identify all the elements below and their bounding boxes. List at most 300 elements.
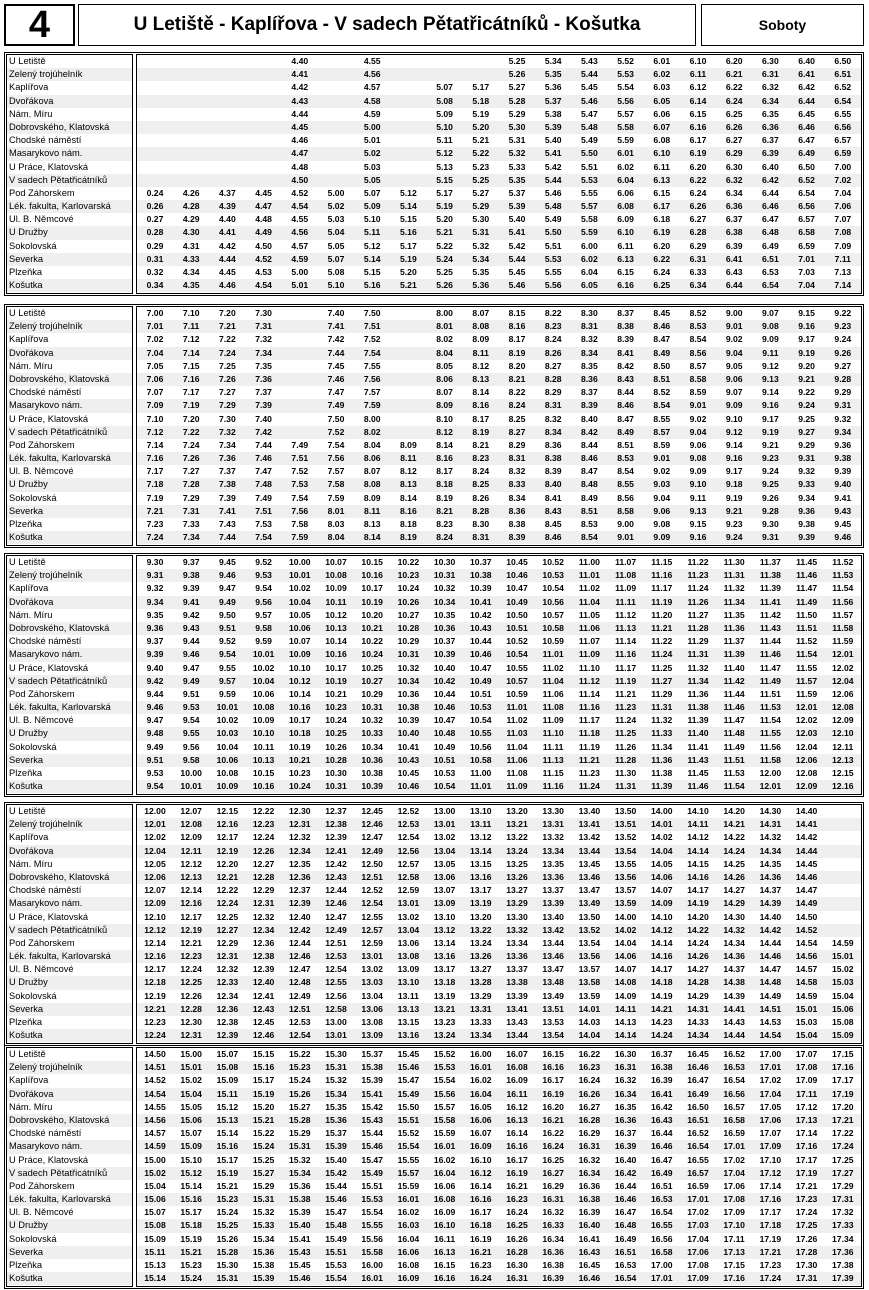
departure-time: 10.56 [542, 596, 564, 607]
departure-time: 8.31 [472, 532, 490, 543]
departure-time: 8.47 [581, 466, 598, 477]
departure-time: 13.17 [433, 964, 456, 975]
departure-time: 8.06 [363, 453, 381, 464]
departure-time: 11.15 [542, 768, 564, 778]
departure-time: 14.17 [687, 885, 709, 896]
departure-time: 15.41 [289, 1233, 311, 1244]
table-row [137, 1074, 861, 1087]
departure-time: 12.03 [795, 728, 818, 739]
departure-time: 16.16 [506, 1141, 528, 1152]
departure-time: 7.37 [255, 387, 272, 398]
departure-time: 16.16 [542, 1062, 564, 1073]
departure-time: 8.52 [653, 387, 671, 398]
departure-time: 13.11 [470, 819, 492, 830]
departure-time: 5.22 [436, 240, 453, 251]
departure-time: 10.39 [361, 781, 383, 792]
departure-time: 16.03 [397, 1220, 420, 1231]
departure-time: 17.00 [651, 1260, 673, 1270]
departure-time: 10.52 [506, 636, 528, 647]
departure-time: 12.04 [144, 845, 166, 856]
departure-time: 9.54 [182, 715, 200, 726]
departure-time: 4.46 [219, 280, 236, 291]
departure-time: 11.11 [615, 596, 636, 607]
departure-time: 15.09 [832, 1030, 854, 1041]
departure-time: 15.16 [180, 1194, 202, 1205]
departure-time: 9.19 [725, 492, 743, 503]
departure-time: 14.24 [651, 1030, 673, 1041]
departure-time: 13.01 [361, 951, 383, 962]
departure-time: 7.17 [182, 387, 200, 398]
departure-time: 7.34 [219, 439, 236, 450]
departure-time: 8.51 [581, 505, 598, 516]
departure-time: 5.49 [544, 214, 562, 225]
departure-time: 8.29 [544, 387, 562, 398]
departure-time: 13.36 [506, 951, 528, 962]
departure-time: 4.41 [291, 69, 309, 80]
departure-time: 17.18 [759, 1220, 782, 1231]
departure-time: 7.22 [182, 426, 200, 437]
departure-time: 9.16 [725, 453, 743, 464]
departure-time: 10.37 [470, 557, 492, 567]
departure-time: 13.02 [433, 832, 456, 843]
stop-name: Plzeňka [9, 1017, 43, 1027]
departure-time: 15.26 [216, 1233, 239, 1244]
departure-time: 15.40 [325, 1154, 347, 1165]
departure-time: 6.01 [617, 148, 634, 159]
departure-time: 16.14 [470, 1180, 492, 1191]
departure-time: 10.16 [361, 570, 383, 581]
departure-time: 10.22 [361, 636, 383, 647]
departure-time: 5.39 [544, 121, 562, 132]
departure-time: 7.09 [146, 400, 164, 411]
departure-time: 16.46 [614, 1194, 637, 1205]
departure-time: 11.55 [759, 728, 781, 739]
departure-time: 16.51 [651, 1180, 673, 1191]
departure-time: 6.25 [653, 280, 671, 291]
departure-time: 16.47 [687, 1075, 709, 1086]
departure-time: 5.20 [400, 267, 417, 277]
departure-time: 10.34 [433, 596, 456, 607]
departure-time: 7.26 [219, 373, 236, 384]
departure-time: 15.36 [289, 1180, 311, 1191]
departure-time: 13.28 [470, 977, 492, 988]
table-row [137, 386, 861, 399]
departure-time: 6.53 [762, 267, 779, 277]
departure-time: 7.19 [182, 400, 200, 411]
departure-time: 13.20 [470, 911, 492, 922]
departure-time: 10.16 [252, 781, 275, 792]
departure-time: 12.21 [144, 1003, 166, 1014]
departure-time: 9.13 [762, 373, 779, 384]
departure-time: 11.06 [506, 754, 528, 765]
departure-time: 8.01 [436, 321, 453, 332]
departure-time: 11.45 [796, 557, 818, 567]
departure-time: 14.55 [144, 1101, 166, 1112]
departure-time: 4.39 [219, 201, 236, 212]
stop-name: U Družby [7, 976, 132, 989]
departure-time: 17.14 [759, 1180, 782, 1191]
departure-time: 9.07 [762, 308, 779, 318]
departure-time: 9.09 [653, 532, 671, 543]
departure-time: 5.32 [508, 148, 526, 159]
departure-time: 13.27 [506, 885, 528, 896]
departure-time: 0.24 [146, 187, 164, 198]
departure-time: 5.48 [544, 201, 562, 212]
departure-time: 9.19 [798, 347, 815, 358]
departure-time: 14.44 [759, 937, 782, 948]
departure-time: 6.10 [653, 148, 671, 159]
departure-time: 8.33 [508, 479, 526, 490]
departure-time: 10.31 [361, 702, 383, 713]
departure-time: 12.23 [180, 951, 202, 962]
departure-time: 9.41 [834, 492, 852, 503]
departure-time: 10.52 [542, 557, 564, 567]
departure-time: 11.53 [723, 768, 745, 778]
departure-time: 8.21 [436, 505, 453, 516]
departure-time: 17.07 [759, 1128, 782, 1139]
departure-time: 15.32 [252, 1207, 275, 1218]
departure-time: 17.04 [723, 1167, 745, 1178]
departure-time: 7.15 [182, 360, 200, 371]
departure-time: 8.44 [581, 439, 598, 450]
departure-time: 10.06 [252, 688, 275, 699]
departure-time: 4.50 [255, 240, 272, 251]
departure-time: 5.48 [581, 121, 598, 132]
table-row [137, 780, 861, 793]
departure-time: 12.36 [216, 1003, 239, 1014]
departure-time: 9.00 [725, 308, 743, 318]
stop-name: Masarykovo nám. [7, 897, 132, 910]
departure-time: 9.29 [834, 387, 852, 398]
departure-time: 15.07 [144, 1207, 166, 1218]
departure-time: 14.40 [795, 806, 818, 816]
departure-time: 9.34 [798, 492, 815, 503]
departure-time: 15.23 [180, 1260, 202, 1270]
departure-time: 9.16 [798, 321, 815, 332]
departure-time: 7.25 [219, 360, 236, 371]
departure-time: 14.26 [687, 951, 709, 962]
departure-time: 12.06 [795, 754, 818, 765]
departure-time: 13.47 [542, 964, 564, 975]
departure-time: 6.18 [653, 214, 671, 225]
departure-time: 9.45 [219, 557, 236, 567]
table-row [137, 253, 861, 266]
table-row [137, 818, 861, 831]
departure-time: 13.55 [614, 858, 637, 869]
departure-time: 16.42 [614, 1167, 637, 1178]
departure-time: 8.11 [364, 505, 381, 516]
departure-time: 14.06 [651, 871, 673, 882]
departure-time: 5.45 [508, 267, 526, 277]
departure-time: 10.02 [252, 662, 275, 673]
departure-time: 8.55 [653, 413, 671, 424]
departure-time: 11.47 [723, 715, 745, 726]
departure-time: 5.20 [436, 214, 453, 225]
departure-time: 8.53 [617, 453, 634, 464]
stop-name: Pod Záhorskem [9, 1180, 75, 1191]
departure-time: 5.53 [581, 174, 598, 185]
departure-time: 12.23 [144, 1017, 166, 1027]
stop-name: V sadech Pětatřicátníků [7, 174, 132, 187]
departure-time: 6.05 [581, 280, 598, 291]
departure-time: 14.52 [144, 1075, 166, 1086]
departure-time: 11.24 [651, 649, 673, 660]
departure-time: 10.34 [361, 741, 383, 752]
departure-time: 13.47 [578, 885, 601, 896]
departure-time: 5.42 [508, 240, 526, 251]
departure-time: 10.15 [361, 557, 383, 567]
departure-time: 4.56 [363, 69, 381, 80]
departure-time: 16.23 [506, 1194, 528, 1205]
departure-time: 8.57 [689, 360, 707, 371]
departure-time: 12.45 [252, 1017, 275, 1027]
departure-time: 6.54 [834, 95, 852, 106]
departure-time: 5.31 [472, 227, 490, 238]
departure-time: 13.17 [470, 885, 492, 896]
departure-time: 12.46 [361, 819, 383, 830]
departure-time: 10.10 [252, 728, 275, 739]
departure-time: 8.36 [581, 373, 598, 384]
departure-time: 8.49 [617, 426, 634, 437]
table-row [137, 1061, 861, 1074]
departure-time: 9.23 [834, 321, 852, 332]
departure-time: 14.08 [614, 977, 637, 988]
departure-time: 6.52 [834, 82, 852, 93]
departure-time: 14.34 [723, 937, 745, 948]
departure-time: 15.22 [289, 1049, 311, 1059]
departure-time: 10.54 [470, 715, 492, 726]
departure-time: 9.54 [219, 649, 236, 660]
departure-time: 9.51 [219, 622, 236, 633]
departure-time: 13.33 [470, 1017, 492, 1027]
departure-time: 15.04 [795, 1030, 818, 1041]
departure-time: 17.01 [651, 1273, 673, 1284]
departure-time: 15.38 [289, 1194, 311, 1205]
departure-time: 7.56 [327, 453, 345, 464]
departure-time: 7.47 [255, 466, 272, 477]
departure-time: 15.19 [252, 1088, 275, 1099]
departure-time: 8.49 [653, 347, 671, 358]
departure-time: 15.14 [144, 1273, 166, 1284]
departure-time: 8.04 [436, 347, 453, 358]
departure-time: 7.56 [291, 505, 309, 516]
departure-time: 6.04 [617, 174, 634, 185]
departure-time: 12.39 [252, 964, 275, 975]
departure-time: 9.41 [182, 596, 200, 607]
departure-time: 15.57 [397, 1167, 420, 1178]
departure-time: 16.53 [651, 1194, 673, 1205]
departure-time: 13.31 [470, 1003, 492, 1014]
departure-time: 4.53 [255, 267, 272, 277]
stop-name: U Letiště [9, 557, 46, 567]
departure-time: 5.59 [581, 227, 598, 238]
departure-time: 14.58 [795, 977, 818, 988]
departure-time: 7.40 [255, 413, 272, 424]
departure-time: 12.24 [180, 964, 202, 975]
departure-time: 16.32 [542, 1207, 564, 1218]
departure-time: 16.39 [542, 1273, 564, 1284]
departure-time: 17.01 [687, 1194, 709, 1205]
departure-time: 13.59 [578, 990, 601, 1001]
departure-time: 6.36 [762, 121, 779, 132]
departure-time: 8.02 [436, 334, 453, 345]
departure-time: 13.15 [470, 858, 492, 869]
departure-time: 16.54 [614, 1273, 637, 1284]
table-row [137, 858, 861, 871]
departure-time: 14.45 [795, 858, 818, 869]
departure-time: 16.16 [433, 1273, 456, 1284]
departure-time: 8.23 [544, 321, 562, 332]
departure-time: 9.52 [219, 636, 236, 647]
departure-time: 15.03 [795, 1017, 818, 1027]
departure-time: 16.41 [651, 1088, 673, 1099]
departure-time: 17.23 [795, 1194, 818, 1205]
departure-time: 11.01 [542, 649, 564, 660]
departure-time: 9.01 [689, 400, 707, 411]
departure-time: 15.24 [216, 1207, 239, 1218]
departure-time: 15.21 [180, 1246, 202, 1257]
departure-time: 5.02 [363, 148, 381, 159]
departure-time: 16.24 [542, 1141, 564, 1152]
departure-time: 10.06 [216, 754, 239, 765]
departure-time: 16.26 [506, 1233, 528, 1244]
departure-time: 16.29 [542, 1180, 564, 1191]
departure-time: 9.21 [798, 373, 815, 384]
departure-time: 14.10 [687, 806, 709, 816]
departure-time: 16.32 [614, 1075, 637, 1086]
table-row [137, 622, 861, 635]
departure-time: 5.45 [581, 82, 598, 93]
departure-time: 12.50 [361, 858, 383, 869]
departure-time: 6.38 [725, 227, 743, 238]
departure-time: 17.17 [759, 1207, 782, 1218]
departure-time: 5.53 [617, 69, 634, 80]
departure-time: 15.49 [325, 1233, 347, 1244]
departure-time: 5.16 [400, 227, 417, 238]
departure-time: 7.30 [219, 413, 236, 424]
departure-time: 15.57 [433, 1101, 456, 1112]
departure-time: 15.15 [252, 1049, 275, 1059]
departure-time: 10.55 [506, 662, 528, 673]
stop-name: Severka [7, 253, 132, 266]
departure-time: 10.08 [216, 768, 239, 778]
departure-time: 13.29 [506, 898, 528, 909]
departure-time: 16.19 [506, 1167, 528, 1178]
departure-time: 16.57 [687, 1167, 709, 1178]
departure-time: 14.14 [651, 937, 673, 948]
departure-time: 7.37 [219, 466, 236, 477]
departure-time: 7.48 [255, 479, 272, 490]
departure-time: 17.24 [795, 1207, 818, 1218]
stop-name: Pod Záhorskem [9, 937, 75, 948]
departure-time: 15.17 [252, 1075, 275, 1086]
table-row [137, 187, 861, 200]
departure-time: 8.38 [544, 453, 562, 464]
departure-time: 8.21 [472, 439, 490, 450]
departure-time: 13.38 [506, 977, 528, 988]
departure-time: 13.49 [542, 990, 564, 1001]
departure-time: 6.42 [798, 82, 815, 93]
departure-time: 6.47 [762, 214, 779, 225]
table-row [137, 1180, 861, 1193]
departure-time: 12.22 [252, 806, 275, 816]
departure-time: 11.49 [759, 675, 781, 686]
departure-time: 8.39 [508, 532, 526, 543]
departure-time: 13.10 [470, 806, 492, 816]
departure-time: 8.14 [363, 532, 381, 543]
departure-time: 14.23 [651, 1017, 673, 1027]
stop-name: V sadech Pětatřicátníků [7, 675, 132, 688]
departure-time: 15.28 [216, 1246, 239, 1257]
table-row [137, 767, 861, 780]
departure-time: 5.35 [544, 69, 562, 80]
departure-time: 11.08 [615, 570, 637, 581]
departure-time: 10.38 [397, 702, 420, 713]
departure-time: 8.22 [544, 308, 562, 318]
table-row [137, 1219, 861, 1232]
departure-time: 12.22 [216, 885, 239, 896]
departure-time: 13.34 [542, 845, 564, 856]
departure-time: 9.37 [182, 557, 200, 567]
departure-time: 4.49 [255, 227, 272, 238]
stop-name: Zelený trojúhelník [7, 1061, 132, 1074]
departure-time: 10.06 [289, 622, 311, 633]
stop-name: Masarykovo nám. [7, 147, 132, 160]
departure-time: 15.39 [252, 1273, 275, 1284]
departure-time: 13.56 [614, 871, 637, 882]
departure-time: 17.32 [832, 1207, 854, 1218]
departure-time: 12.41 [325, 845, 347, 856]
departure-time: 16.11 [506, 1088, 528, 1099]
stop-name: Dvořákova [7, 1088, 132, 1101]
stop-name: Košutka [7, 780, 132, 793]
departure-time: 16.41 [578, 1233, 601, 1244]
departure-time: 9.21 [725, 505, 743, 516]
departure-time: 7.30 [255, 308, 272, 318]
departure-time: 5.27 [472, 187, 490, 198]
departure-time: 13.18 [433, 977, 456, 988]
departure-time: 10.27 [361, 675, 383, 686]
departure-time: 13.45 [578, 858, 601, 869]
departure-time: 9.04 [725, 347, 743, 358]
departure-time: 15.49 [397, 1088, 420, 1099]
departure-time: 9.09 [762, 334, 779, 345]
departure-time: 12.01 [795, 702, 818, 713]
departure-time: 9.09 [689, 466, 707, 477]
table-row [137, 505, 861, 518]
departure-time: 7.08 [834, 227, 852, 238]
table-row [137, 266, 861, 279]
departure-time: 12.21 [180, 937, 202, 948]
departure-time: 11.52 [796, 636, 818, 647]
departure-time: 10.20 [361, 609, 383, 620]
departure-time: 10.42 [470, 609, 492, 620]
departure-time: 10.01 [252, 649, 275, 660]
departure-time: 13.54 [578, 937, 601, 948]
departure-time: 10.47 [470, 662, 492, 673]
departure-time: 7.04 [834, 187, 852, 198]
departure-time: 5.26 [436, 280, 453, 291]
departure-time: 10.24 [325, 715, 347, 726]
departure-time: 5.10 [327, 280, 345, 291]
departure-time: 11.32 [687, 662, 709, 673]
departure-time: 14.03 [578, 1017, 601, 1027]
departure-time: 13.14 [470, 845, 492, 856]
departure-time: 4.34 [182, 267, 200, 277]
departure-time: 8.51 [617, 439, 634, 450]
table-row [137, 648, 861, 661]
departure-time: 10.53 [542, 570, 564, 581]
